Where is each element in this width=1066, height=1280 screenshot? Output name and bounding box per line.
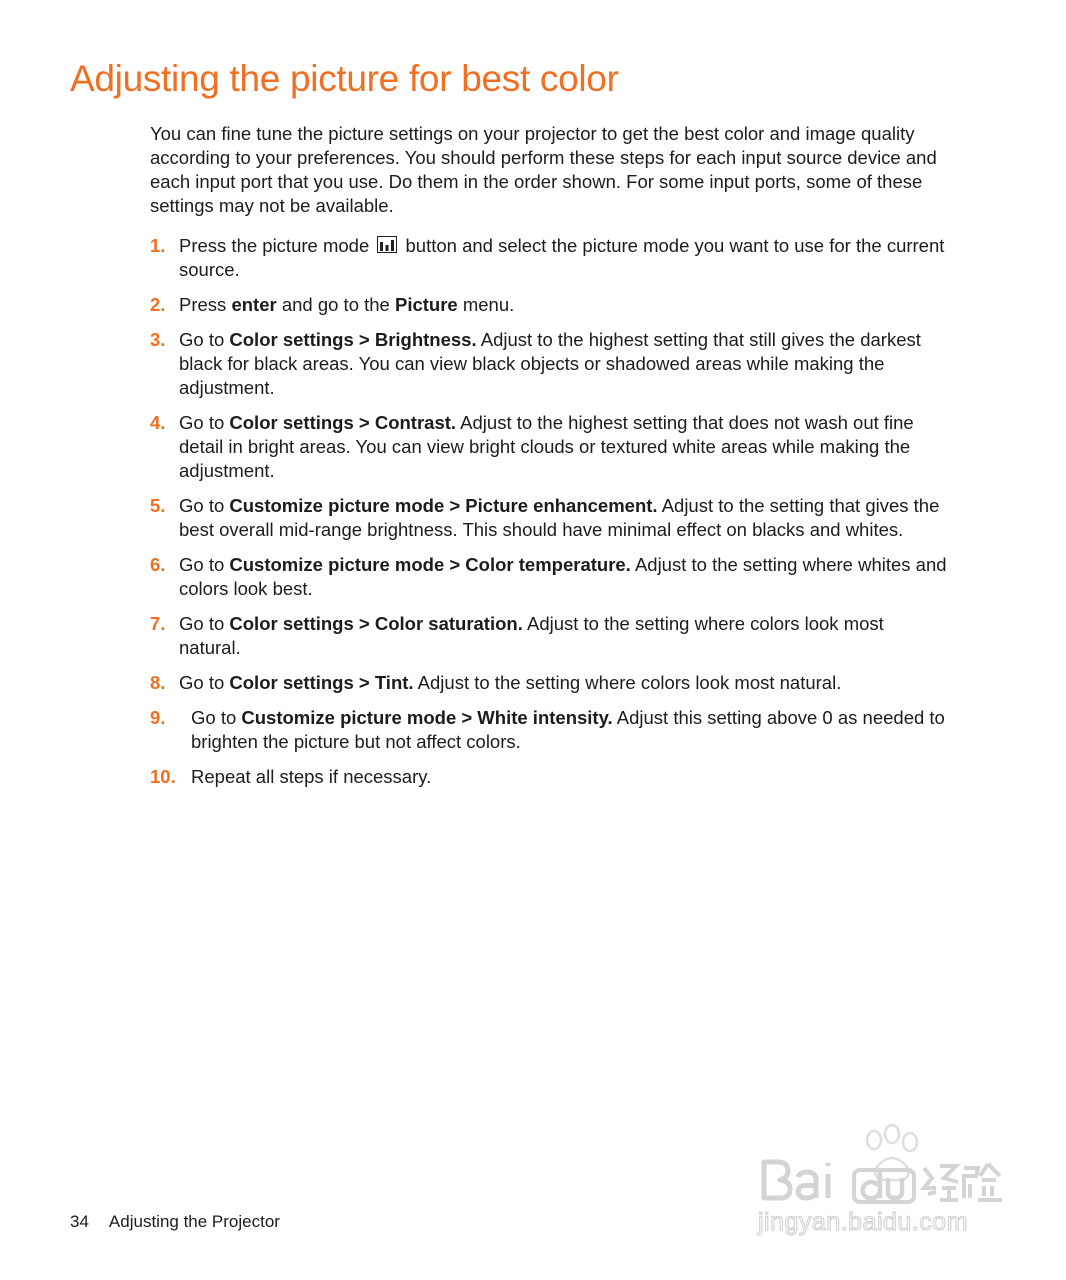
step-text: Press: [179, 294, 232, 315]
step-text: Go to: [179, 329, 230, 350]
page-number: 34: [70, 1212, 89, 1231]
step-text: Adjust this setting above 0 as needed to brighten the picture but not affect colors.: [191, 707, 945, 752]
page-footer: [70, 1212, 280, 1232]
step-text: Repeat all steps if necessary.: [191, 766, 432, 787]
step-text: Go to: [179, 412, 230, 433]
page-title: Adjusting the picture for best color: [70, 58, 619, 99]
step-text: Adjust to the setting where colors look most natural.: [413, 672, 842, 693]
step-text: Go to: [191, 707, 242, 728]
step-text: Adjust to the setting where whites and colors look best.: [179, 554, 947, 599]
step-10: [150, 765, 950, 789]
step-text: button and select the picture mode you want to use for the current source.: [179, 235, 945, 280]
section-name: Adjusting the Projector: [108, 1212, 280, 1231]
menu-path: Color settings > Brightness.: [229, 329, 477, 350]
intro-paragraph: You can fine tune the picture settings on your projector to get the best color and image quality according to your preferences. You should perform these steps for each input source device and each input port that you use. Do them in the order shown. For some input ports, some of these settings may not be available.: [150, 123, 937, 216]
step-number: 4.: [150, 412, 166, 433]
step-text: Go to: [179, 495, 230, 516]
step-text: menu.: [457, 294, 515, 315]
step-number: 2.: [150, 294, 166, 315]
picture-mode-icon: [377, 236, 397, 253]
step-4: [150, 411, 950, 483]
step-text: Adjust to the setting that gives the best overall mid-range brightness. This should have minimal effect on blacks and whites.: [179, 495, 940, 540]
step-2: [150, 293, 950, 317]
step-text: Press the picture mode: [179, 235, 375, 256]
baidu-jingyan-watermark: [756, 1120, 1006, 1240]
svg-text:jingyan.baidu.com: jingyan.baidu.com: [758, 1208, 969, 1236]
step-number: 6.: [150, 554, 166, 575]
key-label: enter: [231, 294, 277, 315]
step-number: 5.: [150, 495, 166, 516]
step-3: [150, 328, 950, 400]
step-number: 1.: [150, 235, 166, 256]
step-text: Go to: [179, 613, 230, 634]
menu-path: Customize picture mode > White intensity.: [241, 707, 613, 728]
step-text: and go to the: [276, 294, 395, 315]
menu-path: Color settings > Contrast.: [229, 412, 457, 433]
step-text: Adjust to the highest setting that still gives the darkest black for black areas. You can view black objects or shadowed areas while making the adjustment.: [179, 329, 921, 398]
menu-path: Customize picture mode > Picture enhancement.: [229, 495, 658, 516]
step-5: [150, 494, 950, 542]
step-text: Adjust to the highest setting that does not wash out fine detail in bright areas. You can view bright clouds or textured white areas while making the adjustment.: [179, 412, 914, 481]
step-9: [150, 706, 950, 754]
step-8: [150, 671, 950, 695]
menu-label: Picture: [394, 294, 458, 315]
step-7: [150, 612, 950, 660]
step-1: [150, 234, 950, 282]
step-text: Go to: [179, 672, 230, 693]
menu-path: Color settings > Color saturation.: [229, 613, 523, 634]
step-number: 7.: [150, 613, 166, 634]
menu-path: Color settings > Tint.: [229, 672, 414, 693]
step-6: [150, 553, 950, 601]
menu-path: Customize picture mode > Color temperature.: [229, 554, 631, 575]
step-number: 8.: [150, 672, 166, 693]
step-number: 9.: [150, 707, 166, 728]
steps-list: [150, 234, 950, 800]
step-number: 3.: [150, 329, 166, 350]
step-text: Go to: [179, 554, 230, 575]
step-text: Adjust to the setting where colors look most natural.: [179, 613, 884, 658]
step-number: 10.: [150, 766, 176, 787]
